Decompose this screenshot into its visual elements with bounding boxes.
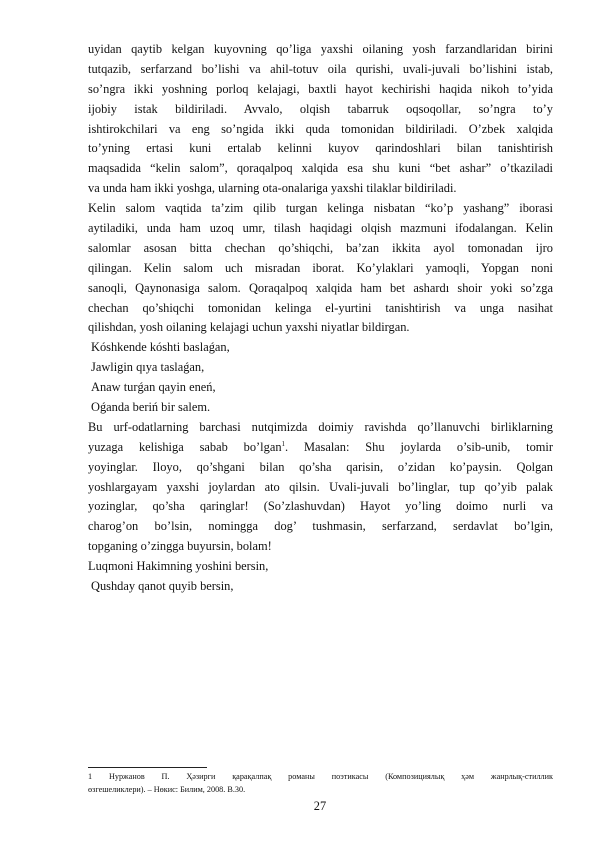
poem-line: Luqmoni Hakimning yoshini bersin, <box>88 559 269 574</box>
body-line: va unda ham ikki yoshga, ularning ota-onalariga yaxshi tilaklar bildiriladi. <box>88 181 457 196</box>
footnote-reference[interactable]: 1 <box>281 439 286 448</box>
body-line-with-footnote-ref <box>88 438 553 458</box>
body-line: uyidan qaytib kelgan kuyovning qo’liga yaxshi oilaning yosh farzandlaridan birini <box>88 42 553 56</box>
body-line: to’yning ertasi kuni ertalab kelinni kuyov qarindoshlari bilan tanishtirish <box>88 141 553 156</box>
body-line: chechan qo’shiqchi tomonidan kelinga el-yurtini tanishtirish va unga nasihat <box>88 300 553 315</box>
body-line: ijobiy istak bildiriladi. Avvalo, olqish tabarruk oqsoqollar, so’ngra to’y <box>88 101 553 116</box>
body-line-text: yuzaga kelishiga sabab bo’lgan <box>88 439 282 454</box>
body-line: qilishdan, yosh oilaning kelajagi uchun yaxshi niyatlar bildirgan. <box>88 320 410 335</box>
body-line: salomlar asosan bitta chechan qo’shiqchi, ba’zan ikkita ayol tomonadan ijro <box>88 240 553 255</box>
body-line: aytiladiki, unda ham uzoq umr, tilash haqidagi olqish mazmuni ifodalangan. Kelin <box>88 221 553 236</box>
poem-line: Qushday qanot quyib bersin, <box>91 579 234 594</box>
poem-line: Jawligin qıya taslaǵan, <box>91 360 205 375</box>
body-line: topganing o’zingga buyursin, bolam! <box>88 539 272 554</box>
body-line: so’ngra ikki yoshning porloq kelajagi, baxtli hayot kechirishi haqida nikoh to’yida <box>88 81 553 96</box>
document-body <box>88 40 553 597</box>
body-line: Bu urf-odatlarning barchasi nutqimizda doimiy ravishda qo’llanuvchi birliklarning <box>88 419 553 434</box>
poem-line: Kóshkende kóshti baslaǵan, <box>91 340 230 355</box>
footnote-separator <box>88 767 207 768</box>
body-line: ishtirokchilari va eng so’ngida ikki quda tomonidan bildiriladi. O’zbek xalqida <box>88 121 553 136</box>
body-line: Kelin salom vaqtida ta’zim qilib turgan kelinga nisbatan “ko’p yashang” iborasi <box>88 201 553 216</box>
body-line: sanoqli, Qaynonasiga salom. Qoraqalpoq xalqida ham bet ashardı shoir yoki so’zga <box>88 280 553 295</box>
page-number: 27 <box>313 799 327 813</box>
body-line: qilingan. Kelin salom uch misradan iborat. Ko’ylaklari yamoqli, Yopgan noni <box>88 260 553 275</box>
footnote-line: 1 Нуржанов П. Ҳәзирги қарақалпақ романы поэтикасы (Композициялық ҳәм жанрлық-стиллик <box>88 772 553 781</box>
body-line-tail: . Masalan: Shu joylarda o’sib-unib, tomir <box>285 439 553 454</box>
body-line: charog’on bo’lsin, nomingga dog’ tushmasin, serfarzand, serdavlat bo’lgin, <box>88 519 553 534</box>
body-line: tutqazib, serfarzand bo’lishi va ahil-totuv oila qurishi, uvali-juvali bo’lishini istab, <box>88 61 553 76</box>
body-line: yozinglar, qo’sha qaringlar! (So’zlashuvdan) Hayot yo’ling doimo nurli va <box>88 499 553 514</box>
poem-line: Anaw turǵan qayin eneń, <box>91 380 216 395</box>
body-line: yoyinglar. Iloyo, qo’shgani bilan qo’sha qarisin, o’zidan ko’paysin. Qolgan <box>88 459 553 474</box>
footnote <box>88 770 553 796</box>
body-line: maqsadida “kelin salom”, qoraqalpoq xalqida esa shu kuni “bet ashar” o’tkaziladi <box>88 161 553 176</box>
body-line: yoshlargayam yaxshi joylardan ato qilsin. Uvali-juvali bo’linglar, tup qo’yib palak <box>88 479 553 494</box>
footnote-line: өзгешеликлери). – Нөкис: Билим, 2008. B.30. <box>88 785 246 794</box>
poem-line: Oǵanda beriń bir salem. <box>91 400 211 415</box>
